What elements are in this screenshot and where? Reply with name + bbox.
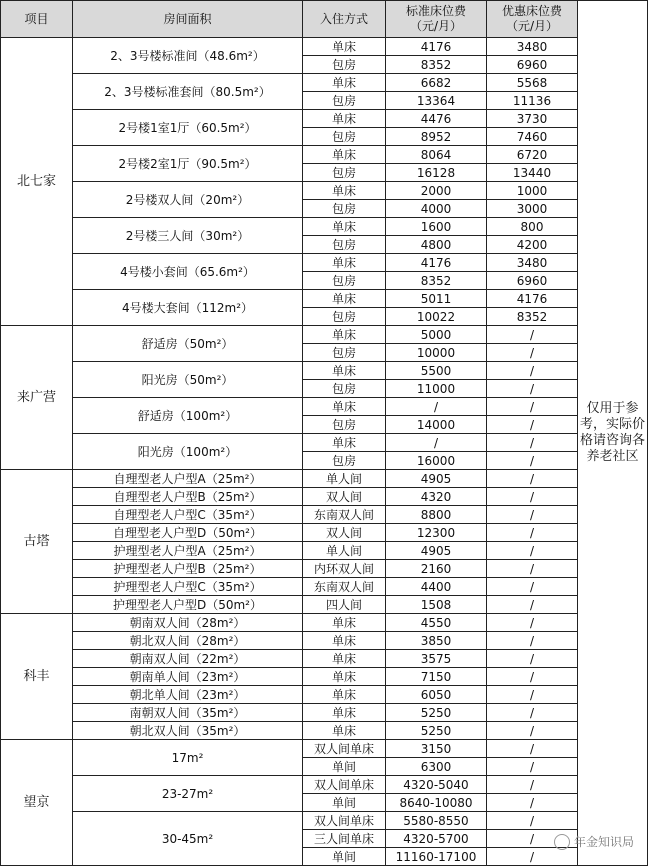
table-row — [1, 290, 648, 308]
discount-fee-cell: / — [487, 326, 578, 344]
discount-fee-cell: / — [487, 380, 578, 398]
standard-fee-cell: 8352 — [386, 272, 487, 290]
mode-cell: 单床 — [303, 398, 386, 416]
room-cell: 自理型老人户型A（25m²） — [73, 470, 303, 488]
discount-fee-cell: / — [487, 614, 578, 632]
standard-fee-cell: 5580-8550 — [386, 812, 487, 830]
table-row — [1, 38, 648, 56]
discount-fee-cell: / — [487, 452, 578, 470]
standard-fee-cell: 8800 — [386, 506, 487, 524]
discount-fee-cell: / — [487, 560, 578, 578]
mode-cell: 单床 — [303, 704, 386, 722]
discount-fee-cell: / — [487, 524, 578, 542]
standard-fee-cell: / — [386, 434, 487, 452]
table-row — [1, 398, 648, 416]
discount-fee-cell: 800 — [487, 218, 578, 236]
standard-fee-cell: 4905 — [386, 542, 487, 560]
mode-cell: 包房 — [303, 308, 386, 326]
standard-fee-cell: 8064 — [386, 146, 487, 164]
mode-cell: 单床 — [303, 326, 386, 344]
room-cell: 护理型老人户型D（50m²） — [73, 596, 303, 614]
discount-fee-cell: 3730 — [487, 110, 578, 128]
standard-fee-cell: 4905 — [386, 470, 487, 488]
discount-fee-cell: 6960 — [487, 272, 578, 290]
mode-cell: 单床 — [303, 110, 386, 128]
mode-cell: 单床 — [303, 650, 386, 668]
header-discount-fee: 优惠床位费 （元/月） — [487, 1, 578, 38]
standard-fee-cell: 6300 — [386, 758, 487, 776]
header-mode: 入住方式 — [303, 1, 386, 38]
table-row — [1, 434, 648, 452]
mode-cell: 包房 — [303, 200, 386, 218]
room-cell: 朝北单人间（23m²） — [73, 686, 303, 704]
room-cell: 2号楼三人间（30m²） — [73, 218, 303, 254]
table-row — [1, 632, 648, 650]
mode-cell: 包房 — [303, 128, 386, 146]
discount-fee-cell: / — [487, 344, 578, 362]
discount-fee-cell: / — [487, 362, 578, 380]
standard-fee-cell: 4800 — [386, 236, 487, 254]
standard-fee-cell: 5000 — [386, 326, 487, 344]
room-cell: 4号楼大套间（112m²） — [73, 290, 303, 326]
room-cell: 4号楼小套间（65.6m²） — [73, 254, 303, 290]
table-row — [1, 506, 648, 524]
table-row — [1, 542, 648, 560]
room-cell: 朝南单人间（23m²） — [73, 668, 303, 686]
discount-fee-cell: 3480 — [487, 254, 578, 272]
standard-fee-cell: 2000 — [386, 182, 487, 200]
mode-cell: 单间 — [303, 794, 386, 812]
table-row — [1, 578, 648, 596]
room-cell: 朝北双人间（28m²） — [73, 632, 303, 650]
standard-fee-cell: 6050 — [386, 686, 487, 704]
standard-fee-cell: 5011 — [386, 290, 487, 308]
discount-fee-cell: / — [487, 416, 578, 434]
discount-fee-cell: / — [487, 668, 578, 686]
discount-fee-cell: 5568 — [487, 74, 578, 92]
standard-fee-cell: 10000 — [386, 344, 487, 362]
mode-cell: 包房 — [303, 416, 386, 434]
mode-cell: 包房 — [303, 164, 386, 182]
standard-fee-cell: 4176 — [386, 38, 487, 56]
discount-fee-cell: / — [487, 722, 578, 740]
standard-fee-cell: / — [386, 398, 487, 416]
room-cell: 17m² — [73, 740, 303, 776]
standard-fee-cell: 4000 — [386, 200, 487, 218]
standard-fee-cell: 5250 — [386, 722, 487, 740]
table-row — [1, 254, 648, 272]
mode-cell: 单床 — [303, 146, 386, 164]
standard-fee-cell: 11000 — [386, 380, 487, 398]
mode-cell: 单床 — [303, 182, 386, 200]
table-row — [1, 470, 648, 488]
mode-cell: 双人间 — [303, 488, 386, 506]
mode-cell: 三人间单床 — [303, 830, 386, 848]
standard-fee-cell: 4476 — [386, 110, 487, 128]
mode-cell: 双人间单床 — [303, 812, 386, 830]
discount-fee-cell: / — [487, 758, 578, 776]
discount-fee-cell: 4200 — [487, 236, 578, 254]
standard-fee-cell: 8640-10080 — [386, 794, 487, 812]
room-cell: 朝南双人间（28m²） — [73, 614, 303, 632]
standard-fee-cell: 6682 — [386, 74, 487, 92]
mode-cell: 单床 — [303, 686, 386, 704]
mode-cell: 单人间 — [303, 542, 386, 560]
discount-fee-cell: 3000 — [487, 200, 578, 218]
discount-fee-cell: 6960 — [487, 56, 578, 74]
table-row — [1, 146, 648, 164]
standard-fee-cell: 5250 — [386, 704, 487, 722]
discount-fee-cell: 3480 — [487, 38, 578, 56]
room-cell: 朝南双人间（22m²） — [73, 650, 303, 668]
room-cell: 舒适房（50m²） — [73, 326, 303, 362]
room-cell: 护理型老人户型C（35m²） — [73, 578, 303, 596]
table-row — [1, 686, 648, 704]
table-row — [1, 74, 648, 92]
room-cell: 自理型老人户型D（50m²） — [73, 524, 303, 542]
table-row — [1, 326, 648, 344]
table-row — [1, 362, 648, 380]
standard-fee-cell: 11160-17100 — [386, 848, 487, 866]
standard-fee-cell: 10022 — [386, 308, 487, 326]
standard-fee-cell: 16128 — [386, 164, 487, 182]
discount-fee-cell: / — [487, 632, 578, 650]
table-row — [1, 650, 648, 668]
room-cell: 护理型老人户型B（25m²） — [73, 560, 303, 578]
room-cell: 2、3号楼标准间（48.6m²） — [73, 38, 303, 74]
discount-fee-cell: / — [487, 398, 578, 416]
mode-cell: 包房 — [303, 56, 386, 74]
mode-cell: 东南双人间 — [303, 578, 386, 596]
room-cell: 2号楼双人间（20m²） — [73, 182, 303, 218]
discount-fee-cell: / — [487, 794, 578, 812]
watermark-text: 年金知识局 — [573, 835, 634, 849]
standard-fee-cell: 4400 — [386, 578, 487, 596]
standard-fee-cell: 3575 — [386, 650, 487, 668]
table-row — [1, 110, 648, 128]
standard-fee-cell: 5500 — [386, 362, 487, 380]
table-row — [1, 218, 648, 236]
mode-cell: 单床 — [303, 254, 386, 272]
mode-cell: 单床 — [303, 290, 386, 308]
standard-fee-cell: 3850 — [386, 632, 487, 650]
mode-cell: 单床 — [303, 632, 386, 650]
project-cell: 北七家 — [1, 38, 73, 326]
mode-cell: 单间 — [303, 758, 386, 776]
mode-cell: 双人间 — [303, 524, 386, 542]
room-cell: 自理型老人户型C（35m²） — [73, 506, 303, 524]
table-row — [1, 776, 648, 794]
room-cell: 30-45m² — [73, 812, 303, 866]
standard-fee-cell: 4320-5040 — [386, 776, 487, 794]
mode-cell: 包房 — [303, 236, 386, 254]
mode-cell: 单床 — [303, 668, 386, 686]
standard-fee-cell: 16000 — [386, 452, 487, 470]
discount-fee-cell: / — [487, 488, 578, 506]
table-row — [1, 596, 648, 614]
discount-fee-cell: / — [487, 830, 578, 848]
discount-fee-cell: / — [487, 650, 578, 668]
room-cell: 23-27m² — [73, 776, 303, 812]
header-room: 房间面积 — [73, 1, 303, 38]
discount-fee-cell: / — [487, 434, 578, 452]
room-cell: 阳光房（50m²） — [73, 362, 303, 398]
room-cell: 2号楼2室1厅（90.5m²） — [73, 146, 303, 182]
room-cell: 舒适房（100m²） — [73, 398, 303, 434]
standard-fee-cell: 1600 — [386, 218, 487, 236]
standard-fee-cell: 7150 — [386, 668, 487, 686]
project-cell: 来广营 — [1, 326, 73, 470]
discount-fee-cell: 8352 — [487, 308, 578, 326]
watermark — [554, 833, 634, 850]
discount-fee-cell: / — [487, 776, 578, 794]
mode-cell: 包房 — [303, 344, 386, 362]
reference-note: 仅用于参考，实际价格请咨询各养老社区 — [578, 1, 648, 866]
standard-fee-cell: 12300 — [386, 524, 487, 542]
room-cell: 朝北双人间（35m²） — [73, 722, 303, 740]
project-cell: 古塔 — [1, 470, 73, 614]
mode-cell: 包房 — [303, 92, 386, 110]
mode-cell: 四人间 — [303, 596, 386, 614]
discount-fee-cell: / — [487, 542, 578, 560]
mode-cell: 单床 — [303, 38, 386, 56]
discount-fee-cell: 13440 — [487, 164, 578, 182]
header-row — [1, 1, 648, 38]
table-row — [1, 704, 648, 722]
standard-fee-cell: 1508 — [386, 596, 487, 614]
discount-fee-cell: / — [487, 578, 578, 596]
discount-fee-cell: / — [487, 686, 578, 704]
standard-fee-cell: 2160 — [386, 560, 487, 578]
mode-cell: 单间 — [303, 848, 386, 866]
discount-fee-cell: / — [487, 506, 578, 524]
room-cell: 自理型老人户型B（25m²） — [73, 488, 303, 506]
wechat-logo-icon — [554, 834, 570, 850]
table-row — [1, 722, 648, 740]
discount-fee-cell: / — [487, 596, 578, 614]
standard-fee-cell: 8952 — [386, 128, 487, 146]
project-cell: 望京 — [1, 740, 73, 866]
mode-cell: 双人间单床 — [303, 776, 386, 794]
mode-cell: 单床 — [303, 722, 386, 740]
standard-fee-cell: 4550 — [386, 614, 487, 632]
mode-cell: 单床 — [303, 362, 386, 380]
mode-cell: 包房 — [303, 452, 386, 470]
room-cell: 南朝双人间（35m²） — [73, 704, 303, 722]
table-row — [1, 668, 648, 686]
standard-fee-cell: 13364 — [386, 92, 487, 110]
mode-cell: 单人间 — [303, 470, 386, 488]
mode-cell: 单床 — [303, 218, 386, 236]
discount-fee-cell: / — [487, 740, 578, 758]
standard-fee-cell: 4320-5700 — [386, 830, 487, 848]
table-row — [1, 812, 648, 830]
mode-cell: 包房 — [303, 272, 386, 290]
discount-fee-cell: 7460 — [487, 128, 578, 146]
discount-fee-cell: / — [487, 470, 578, 488]
room-cell: 阳光房（100m²） — [73, 434, 303, 470]
standard-fee-cell: 14000 — [386, 416, 487, 434]
mode-cell: 包房 — [303, 380, 386, 398]
mode-cell: 单床 — [303, 614, 386, 632]
table-row — [1, 740, 648, 758]
mode-cell: 东南双人间 — [303, 506, 386, 524]
discount-fee-cell: 11136 — [487, 92, 578, 110]
mode-cell: 内环双人间 — [303, 560, 386, 578]
header-standard-fee: 标准床位费 （元/月） — [386, 1, 487, 38]
room-cell: 2、3号楼标准套间（80.5m²） — [73, 74, 303, 110]
table-row — [1, 560, 648, 578]
standard-fee-cell: 8352 — [386, 56, 487, 74]
room-cell: 护理型老人户型A（25m²） — [73, 542, 303, 560]
mode-cell: 单床 — [303, 434, 386, 452]
table-row — [1, 614, 648, 632]
discount-fee-cell: 4176 — [487, 290, 578, 308]
mode-cell: 单床 — [303, 74, 386, 92]
standard-fee-cell: 4176 — [386, 254, 487, 272]
table-row — [1, 488, 648, 506]
discount-fee-cell: 6720 — [487, 146, 578, 164]
discount-fee-cell: / — [487, 848, 578, 866]
table-row — [1, 524, 648, 542]
table-row — [1, 182, 648, 200]
standard-fee-cell: 3150 — [386, 740, 487, 758]
discount-fee-cell: / — [487, 704, 578, 722]
mode-cell: 双人间单床 — [303, 740, 386, 758]
header-project: 项目 — [1, 1, 73, 38]
standard-fee-cell: 4320 — [386, 488, 487, 506]
discount-fee-cell: / — [487, 812, 578, 830]
project-cell: 科丰 — [1, 614, 73, 740]
discount-fee-cell: 1000 — [487, 182, 578, 200]
room-cell: 2号楼1室1厅（60.5m²） — [73, 110, 303, 146]
